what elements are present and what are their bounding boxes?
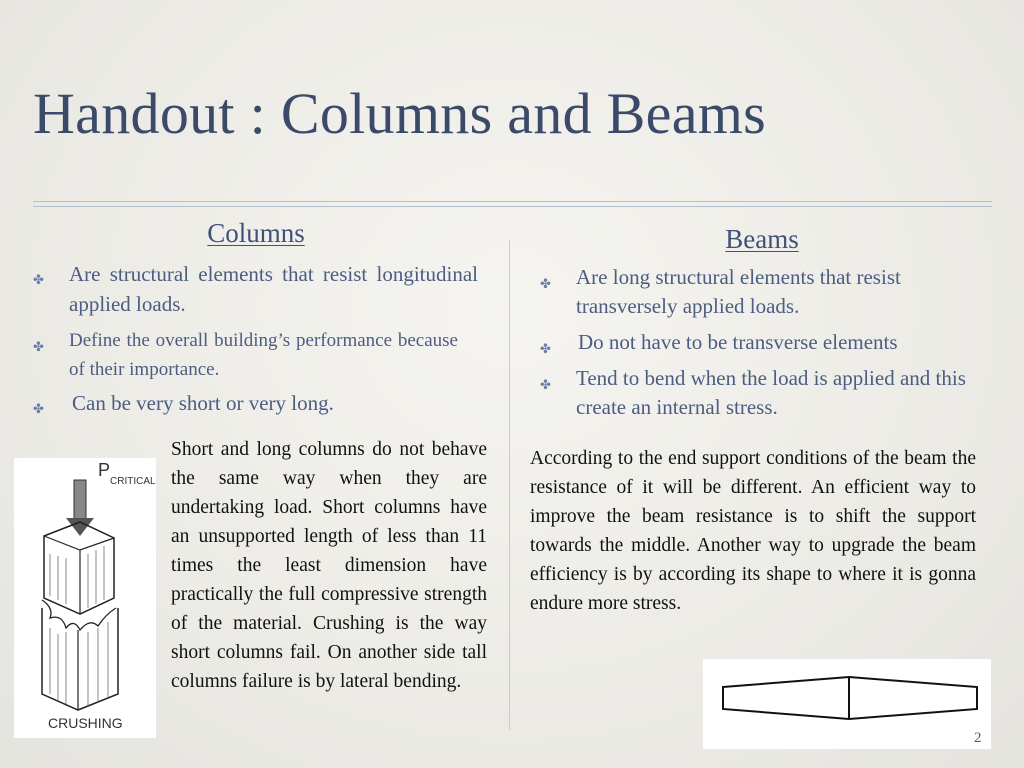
list-item — [540, 364, 985, 422]
bullet-text: Can be very short or very long. — [72, 391, 334, 415]
columns-bullet-list — [33, 259, 478, 418]
bullet-text: Are structural elements that resist longitudinal applied loads. — [69, 262, 478, 316]
bullet-cross-icon: ✤ — [540, 377, 551, 392]
bullet-cross-icon: ✤ — [540, 341, 551, 356]
list-item — [540, 328, 985, 357]
list-item — [33, 259, 478, 319]
columns-paragraph: Short and long columns do not behave the same way when they are undertaking load. Short columns have an unsupported length of less than 11 times the least dimension have practically the full compressive strength of the material. Crushing is the way short columns fail. On another side tall columns failure is by lateral bending. — [171, 439, 487, 692]
figure-label-p: P — [98, 460, 111, 480]
bullet-text: Define the overall building’s performance because of their importance. — [69, 330, 458, 380]
title-divider-top — [33, 201, 992, 202]
bullet-cross-icon: ✤ — [33, 401, 44, 416]
slide-title: Handout : Columns and Beams — [33, 81, 767, 146]
column-crushing-figure — [14, 458, 156, 738]
bullet-cross-icon: ✤ — [540, 276, 551, 291]
list-item — [33, 326, 478, 384]
beams-heading: Beams — [725, 224, 799, 254]
figure-label-crushing: CRUSHING — [48, 715, 123, 731]
beams-paragraph: According to the end support conditions of the beam the resistance of it will be different. An efficient way to improve the beam resistance is to shift the support towards the middle. Another way to upgrade the beam efficiency is by according its shape to where it is gonna endure more stress. — [530, 448, 976, 614]
beam-shape-figure — [703, 659, 991, 749]
page-number: 2 — [974, 730, 982, 746]
tapered-beam-illustration — [703, 659, 991, 749]
columns-heading: Columns — [207, 218, 305, 248]
bullet-cross-icon: ✤ — [33, 272, 44, 287]
bullet-text: Tend to bend when the load is applied and this create an internal stress. — [576, 366, 966, 419]
beams-bullet-list — [540, 263, 985, 429]
column-divider — [509, 240, 510, 730]
bullet-text: Do not have to be transverse elements — [578, 330, 898, 354]
bullet-cross-icon: ✤ — [33, 339, 44, 354]
bullet-text: Are long structural elements that resist transversely applied loads. — [576, 265, 901, 318]
column-crushing-illustration — [14, 458, 156, 738]
title-divider-bottom — [33, 206, 992, 207]
figure-label-critical: CRITICAL — [110, 476, 156, 487]
list-item — [540, 263, 985, 321]
list-item — [33, 388, 478, 418]
